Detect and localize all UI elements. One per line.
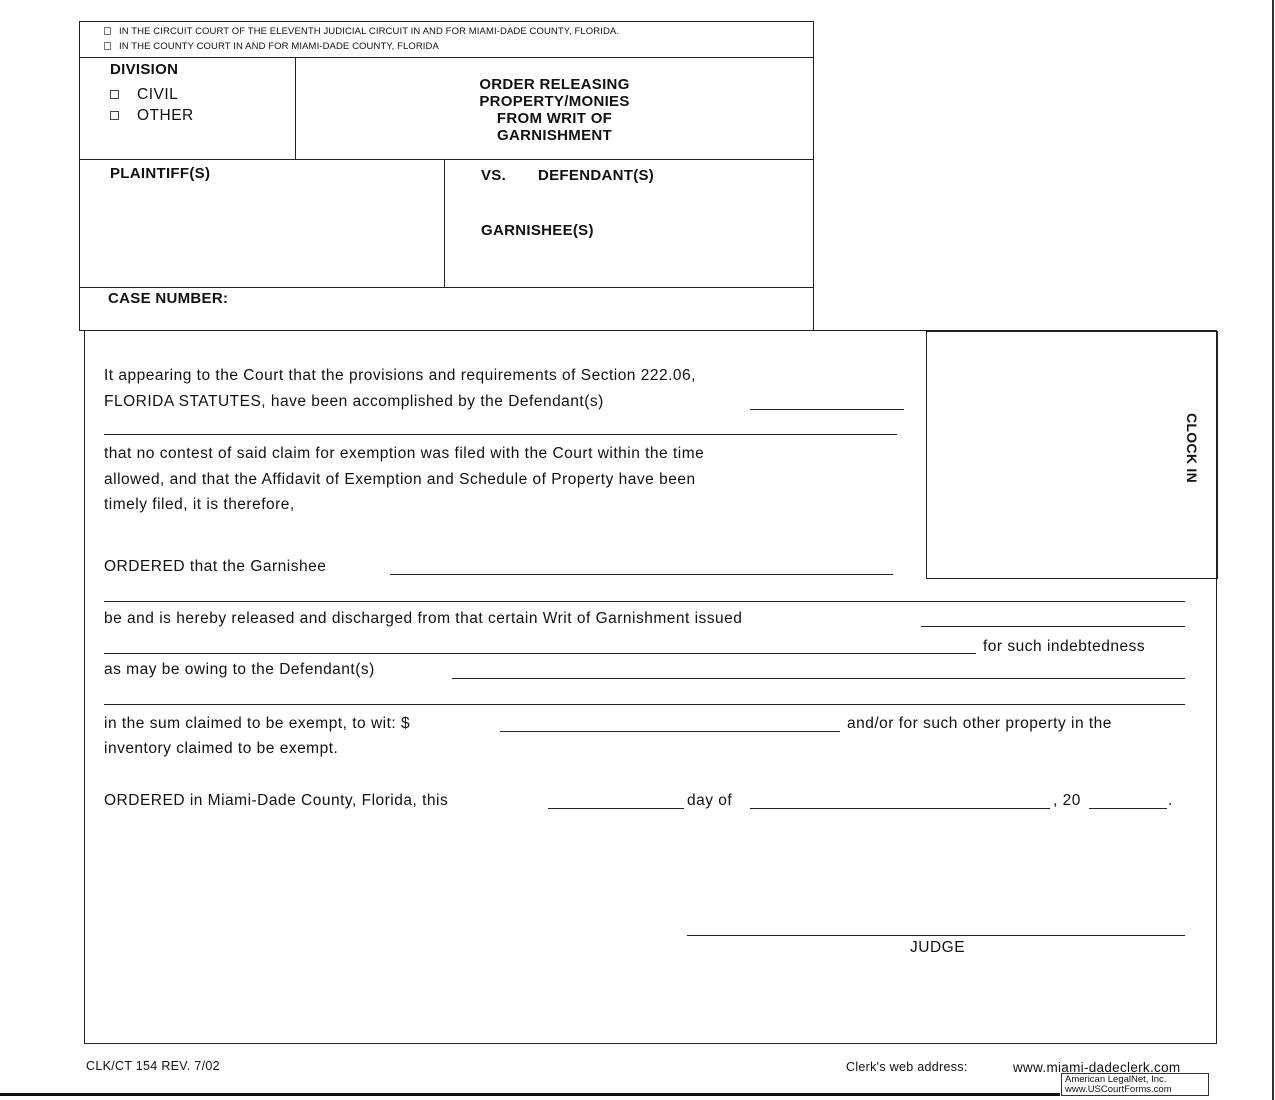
writ-issued-field-continued[interactable]: [104, 653, 976, 654]
ordered-in-text: ORDERED in Miami-Dade County, Florida, this: [104, 792, 449, 809]
case-number-label: CASE NUMBER:: [108, 290, 229, 307]
other-property-text: and/or for such other property in the: [847, 715, 1112, 732]
clerk-web-label: Clerk's web address:: [846, 1060, 968, 1074]
form-title-line-3: FROM WRIT OF: [496, 110, 613, 127]
uscourtforms-stamp[interactable]: [1061, 1073, 1209, 1096]
ordered-garnishee-text: ORDERED that the Garnishee: [104, 558, 327, 575]
ordered-period: .: [1168, 792, 1173, 809]
defendant-name-field-continued[interactable]: [104, 434, 897, 435]
civil-label: CIVIL: [137, 86, 179, 103]
clock-in-box[interactable]: [926, 331, 1218, 579]
p2-line-3: timely filed, it is therefore,: [104, 496, 295, 513]
scan-edge-line: [0, 1093, 1060, 1096]
form-title-line-1: ORDER RELEASING: [479, 76, 630, 93]
defendant-name-field[interactable]: [750, 409, 904, 410]
p2-line-2: allowed, and that the Affidavit of Exemption and Schedule of Property have been: [104, 471, 696, 488]
header-divider: [80, 57, 813, 58]
garnishee-name-field-continued[interactable]: [104, 601, 1185, 602]
circuit-court-label: IN THE CIRCUIT COURT OF THE ELEVENTH JUDICIAL CIRCUIT IN AND FOR MIAMI-DADE COUNTY, FLORIDA.: [119, 26, 620, 37]
county-court-label: IN THE COUNTY COURT IN AND FOR MIAMI-DADE COUNTY, FLORIDA: [119, 41, 439, 52]
other-label: OTHER: [137, 107, 194, 124]
owing-defendant-field-continued[interactable]: [104, 704, 1185, 705]
title-divider: [80, 159, 813, 160]
day-of-text: day of: [687, 792, 733, 809]
judge-signature-line[interactable]: [687, 935, 1185, 936]
day-field[interactable]: [548, 808, 684, 809]
year-prefix-text: , 20: [1053, 792, 1081, 809]
p1-line-1: It appearing to the Court that the provisions and requirements of Section 222.06,: [104, 367, 696, 384]
p2-line-1: that no contest of said claim for exemption was filed with the Court within the time: [104, 445, 705, 462]
defendant-label: DEFENDANT(S): [538, 167, 655, 184]
indebtedness-text: for such indebtedness: [983, 638, 1146, 655]
form-title: [296, 76, 813, 144]
judge-label: JUDGE: [910, 939, 966, 956]
writ-issued-field[interactable]: [921, 626, 1185, 627]
clock-in-label: CLOCK IN: [1184, 412, 1200, 484]
parties-divider: [444, 159, 445, 287]
form-title-line-4: GARNISHMENT: [497, 127, 612, 144]
p1-line-2: FLORIDA STATUTES, have been accomplished by the Defendant(s): [104, 393, 604, 410]
form-title-line-2: PROPERTY/MONIES: [479, 93, 630, 110]
division-option-other: [110, 107, 194, 125]
stamp-line-1: American LegalNet, Inc.: [1065, 1074, 1167, 1085]
inventory-text: inventory claimed to be exempt.: [104, 740, 339, 757]
scan-right-edge: [1272, 0, 1274, 1100]
year-field[interactable]: [1089, 808, 1167, 809]
civil-checkbox[interactable]: [110, 90, 119, 99]
garnishee-label: GARNISHEE(S): [481, 222, 594, 239]
form-number: CLK/CT 154 REV. 7/02: [86, 1059, 220, 1073]
sum-claimed-text: in the sum claimed to be exempt, to wit: $: [104, 715, 411, 732]
owing-text: as may be owing to the Defendant(s): [104, 661, 375, 678]
stamp-line-2: www.USCourtForms.com: [1065, 1084, 1172, 1095]
court-option-circuit: [104, 26, 619, 37]
plaintiff-label: PLAINTIFF(S): [110, 165, 211, 182]
other-checkbox[interactable]: [110, 111, 119, 120]
vs-label: VS.: [481, 167, 507, 184]
division-option-civil: [110, 86, 178, 104]
garnishee-name-field[interactable]: [390, 574, 893, 575]
released-text: be and is hereby released and discharged from that certain Writ of Garnishment issued: [104, 610, 743, 627]
owing-defendant-field[interactable]: [452, 678, 1185, 679]
circuit-court-checkbox[interactable]: [104, 27, 111, 35]
clerk-web-link[interactable]: www.miami-dadeclerk.com: [1013, 1060, 1181, 1075]
month-field[interactable]: [750, 808, 1050, 809]
division-label: DIVISION: [110, 61, 179, 78]
county-court-checkbox[interactable]: [104, 42, 111, 50]
parties-bottom-divider: [80, 287, 813, 288]
court-option-county: [104, 41, 439, 52]
exempt-amount-field[interactable]: [500, 731, 840, 732]
